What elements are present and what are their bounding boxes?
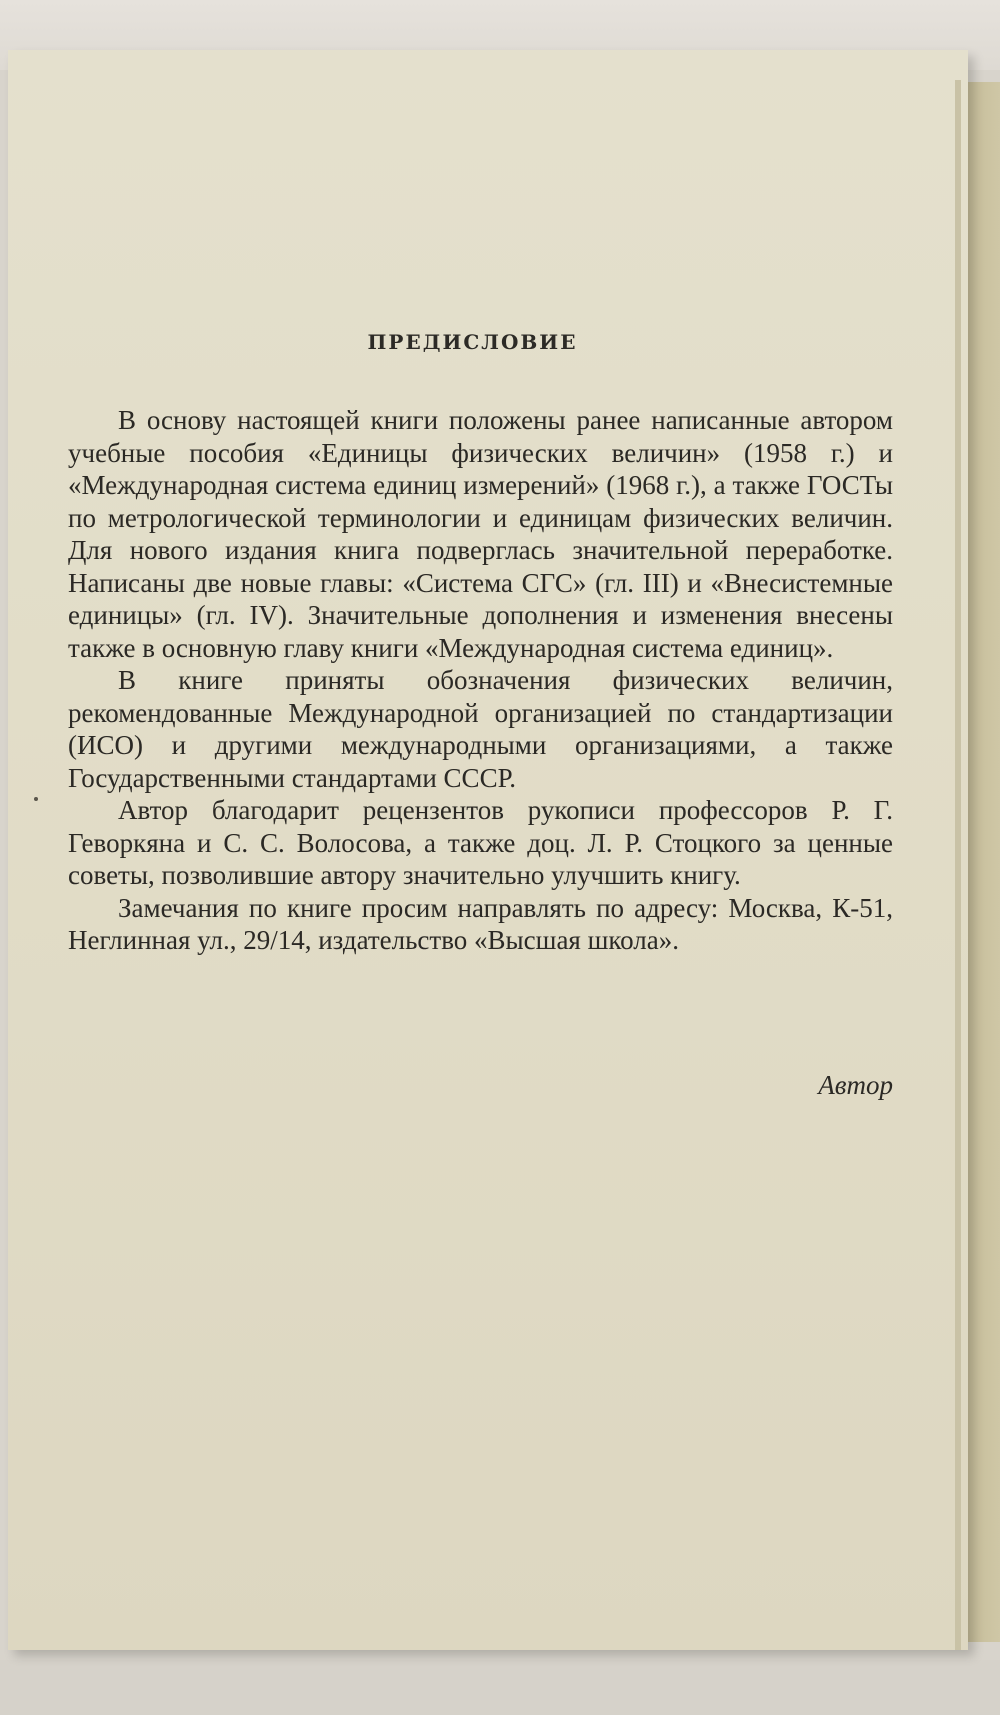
paragraph-1: В основу настоящей книги положены ранее написанные автором учебные пособия «Единицы физических величин» (1958 г.) и «Международная система единиц измерений» (1968 г.), а также ГОСТы по метрологической терминологии и единицам физических величин. Для нового издания книга подверглась значительной переработке. Написаны две новые главы: «Система СГС» (гл. III) и «Внесистемные единицы» (гл. IV). Значительные дополнения и изменения внесены также в основную главу книги «Международная система единиц». xyxy=(68,405,893,663)
page-heading: ПРЕДИСЛОВИЕ xyxy=(367,330,578,354)
preface-body xyxy=(68,404,893,957)
paragraph-4: Замечания по книге просим направлять по адресу: Москва, К-51, Неглинная ул., 29/14, издательство «Высшая школа». xyxy=(68,892,893,955)
paragraph-2: В книге приняты обозначения физических величин, рекомендованные Международной организацией по стандартизации (ИСО) и другими международными организациями, а также Государственными стандартами СССР. xyxy=(68,665,893,793)
author-signature: Автор xyxy=(818,1070,893,1100)
margin-speck xyxy=(34,797,38,801)
page-edge-shadow xyxy=(955,80,961,1650)
paragraph-3: Автор благодарит рецензентов рукописи профессоров Р. Г. Геворкяна и С. С. Волосова, а также доц. Л. Р. Стоцкого за ценные советы, позволившие автору значительно улучшить книгу. xyxy=(68,795,893,890)
background-bottom xyxy=(0,1660,1000,1715)
